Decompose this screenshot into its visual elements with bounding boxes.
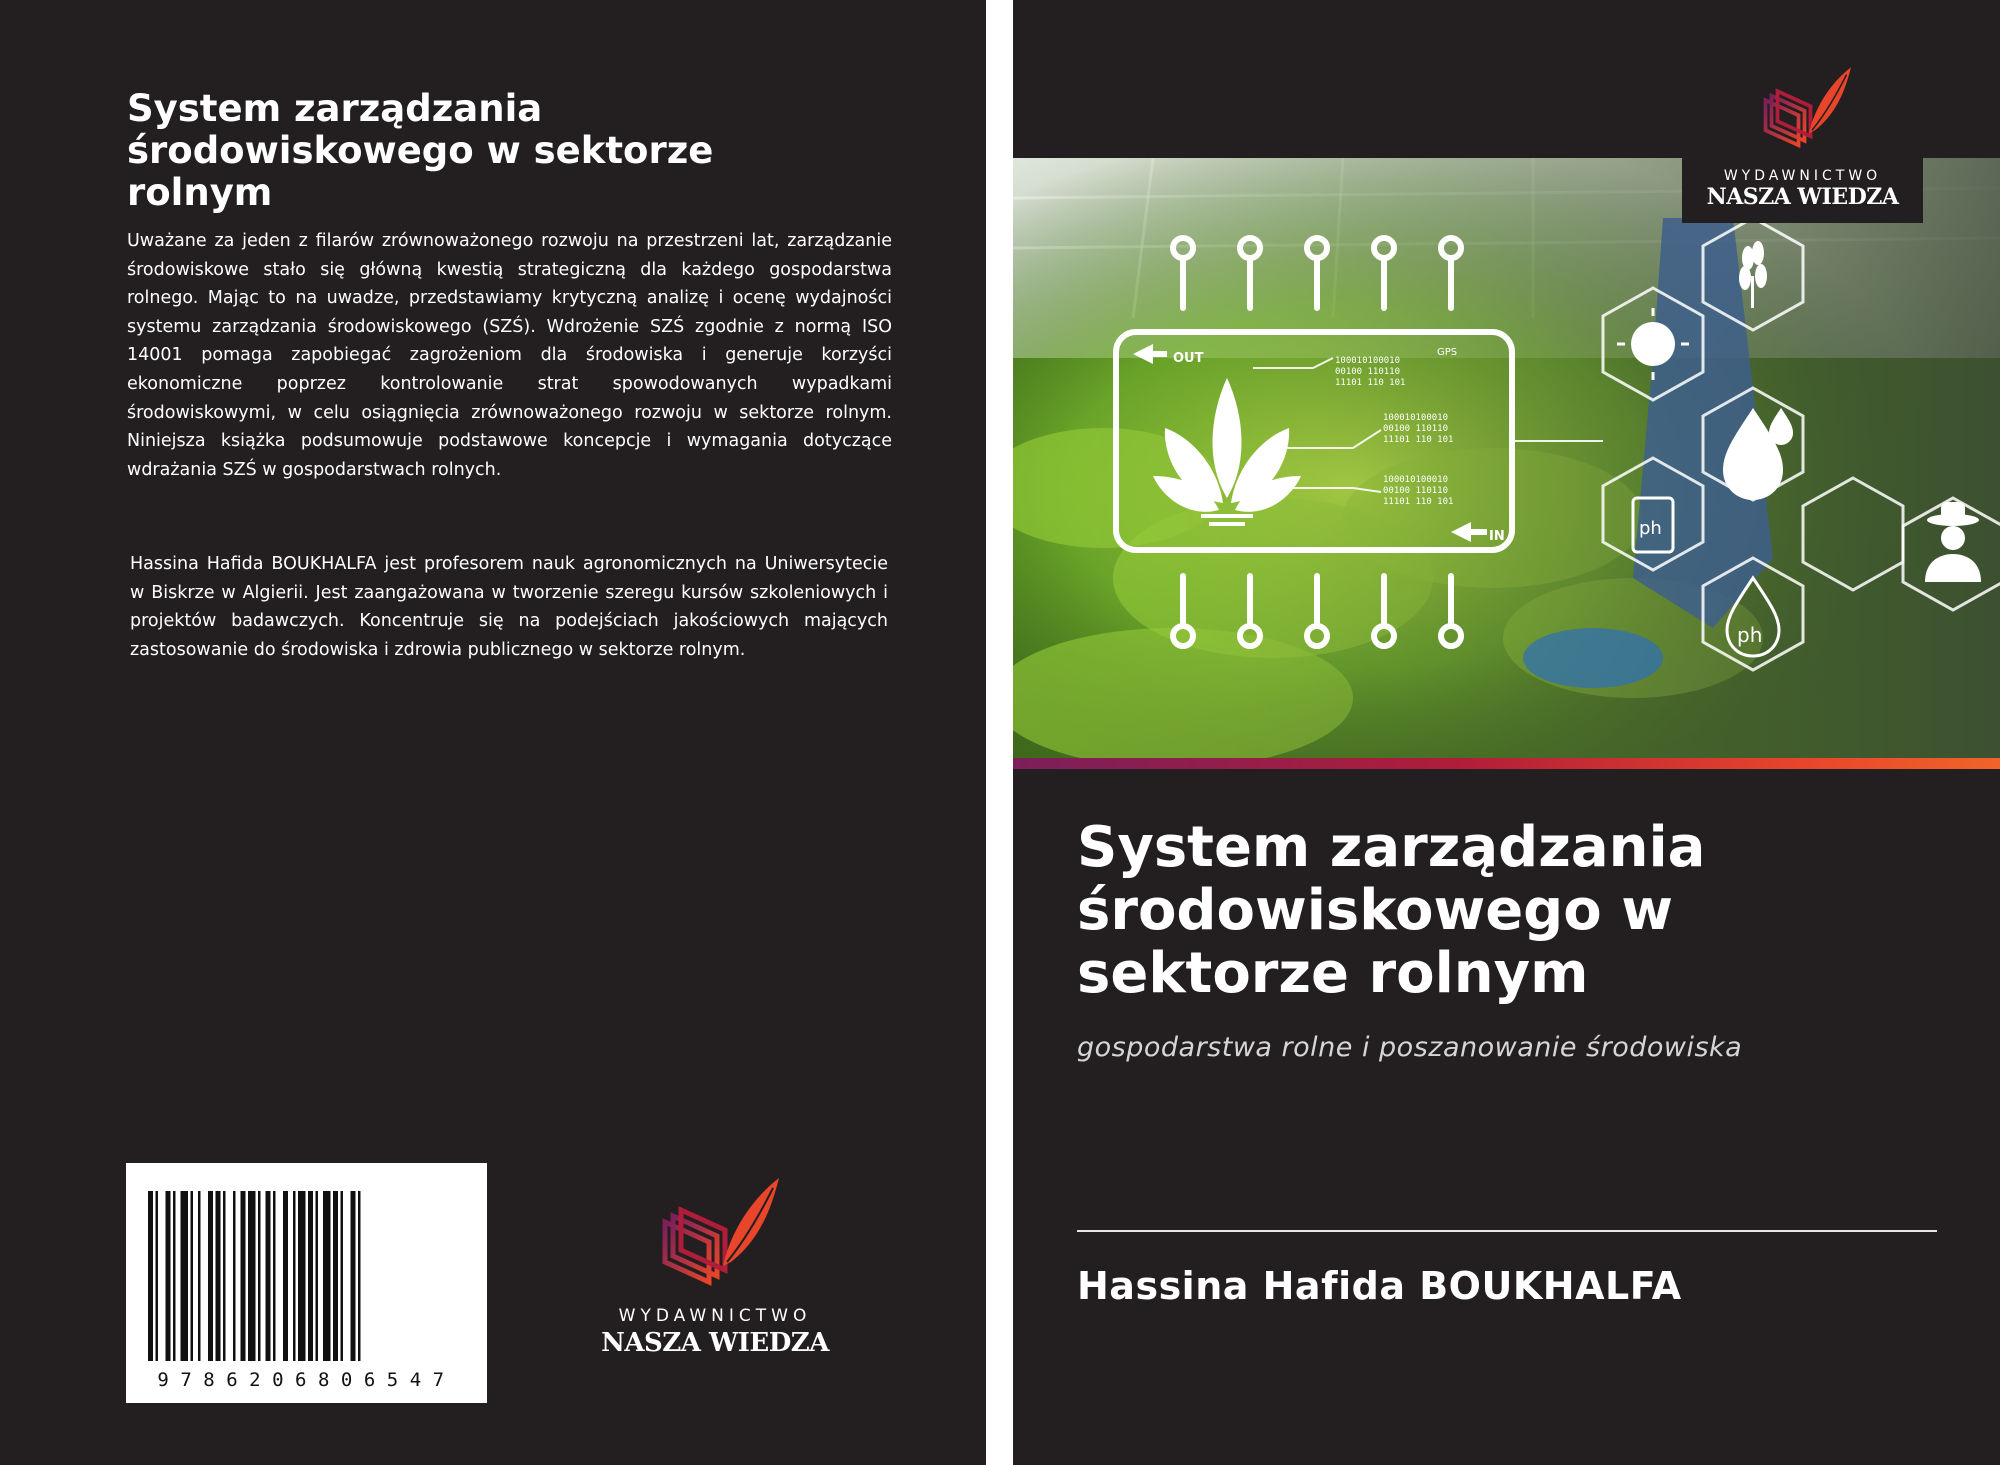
barcode-bar <box>358 1191 361 1361</box>
binary-line: 11101 110 101 <box>1335 378 1406 388</box>
barcode-bar <box>298 1191 306 1361</box>
isbn-barcode <box>126 1163 487 1403</box>
isbn-digits: 9786206806547 <box>157 1369 456 1391</box>
publisher-logo-front <box>1682 50 1923 223</box>
barcode-bar <box>266 1191 271 1361</box>
barcode-bar <box>241 1191 246 1361</box>
ph-label-2: ph <box>1737 623 1763 647</box>
publisher-name-line1: WYDAWNICTWO <box>1723 168 1882 184</box>
cover-photo <box>1013 158 2000 758</box>
barcode-bar <box>316 1191 319 1361</box>
barcode-bar <box>351 1191 356 1361</box>
front-cover-title: System zarządzania środowiskowego w sektorze rolnym <box>1077 815 1706 1006</box>
publisher-logo-back <box>590 1170 840 1400</box>
barcode-bar <box>166 1191 171 1361</box>
accent-stripe <box>1013 758 2000 769</box>
barcode-bar <box>233 1191 236 1361</box>
barcode-bar <box>293 1191 296 1361</box>
barcode-bar <box>173 1191 176 1361</box>
barcode-bar <box>148 1191 153 1361</box>
front-cover-author: Hassina Hafida BOUKHALFA <box>1077 1264 1682 1308</box>
barcode-bar <box>248 1191 256 1361</box>
greenhouse-infographic <box>1013 158 2000 758</box>
barcode-bar <box>198 1191 201 1361</box>
binary-line: 00100 110110 <box>1383 486 1449 496</box>
barcode-bars <box>126 1163 487 1403</box>
barcode-bar <box>273 1191 276 1361</box>
out-label: OUT <box>1173 351 1204 366</box>
barcode-bar <box>156 1191 159 1361</box>
divider <box>1077 1230 1937 1232</box>
binary-line: 100010100010 <box>1335 356 1401 366</box>
binary-line: 11101 110 101 <box>1383 497 1454 507</box>
barcode-bar <box>341 1191 344 1361</box>
publisher-name-line2: NASZA WIEDZA <box>601 1328 829 1358</box>
barcode-bar <box>181 1191 189 1361</box>
publisher-name-line1: WYDAWNICTWO <box>618 1306 812 1326</box>
binary-line: 00100 110110 <box>1383 424 1449 434</box>
front-cover <box>1013 0 2000 1465</box>
back-cover-title: System zarządzania środowiskowego w sektorze rolnym <box>127 87 714 214</box>
gps-label: GPS <box>1437 347 1458 358</box>
binary-line: 100010100010 <box>1383 475 1449 485</box>
binary-line: 11101 110 101 <box>1383 435 1454 445</box>
barcode-bar <box>258 1191 261 1361</box>
binary-line: 00100 110110 <box>1335 367 1401 377</box>
barcode-bar <box>308 1191 313 1361</box>
barcode-bar <box>208 1191 213 1361</box>
barcode-bar <box>333 1191 338 1361</box>
book-quill-icon <box>1743 56 1863 164</box>
back-cover <box>0 0 986 1465</box>
barcode-bar <box>323 1191 331 1361</box>
author-bio: Hassina Hafida BOUKHALFA jest profesorem nauk agronomicznych na Uniwersytecie w Biskrze w Algierii. Jest zaangażowana w tworzenie szeregu kursów szkoleniowych i projektów badawczych. Koncentruje się na podejściach jakościowych mających zastosowanie do środowiska i zdrowia publicznego w sektorze rolnym. <box>130 554 888 660</box>
barcode-bar <box>283 1191 288 1361</box>
front-cover-subtitle: gospodarstwa rolne i poszanowanie środowiska <box>1077 1032 1743 1063</box>
barcode-bar <box>223 1191 226 1361</box>
book-quill-icon <box>635 1170 795 1300</box>
ph-label: ph <box>1639 518 1662 539</box>
barcode-bar <box>191 1191 194 1361</box>
back-cover-blurb: Uważane za jeden z filarów zrównoważonego rozwoju na przestrzeni lat, zarządzanie środowiskowe stało się główną kwestią strategiczną dla każdego gospodarstwa rolnego. Mając to na uwadze, przedstawiamy krytyczną analizę i ocenę wydajności systemu zarządzania środowiskowego (SZŚ). Wdrożenie SZŚ zgodnie z normą ISO 14001 pomaga zapobiegać zagrożeniom dla środowiska i generuje korzyści ekonomiczne poprzez kontrolowanie strat spowodowanych wypadkami środowiskowymi, w celu osiągnięcia zrównoważonego rozwoju w sektorze rolnym. Niniejsza książka podsumowuje podstawowe koncepcje i wymagania dotyczące wdrażania SZŚ w gospodarstwach rolnych. <box>127 231 892 480</box>
in-label: IN <box>1489 529 1505 544</box>
binary-line: 100010100010 <box>1383 413 1449 423</box>
barcode-bar <box>216 1191 221 1361</box>
publisher-name-line2: NASZA WIEDZA <box>1706 184 1899 210</box>
